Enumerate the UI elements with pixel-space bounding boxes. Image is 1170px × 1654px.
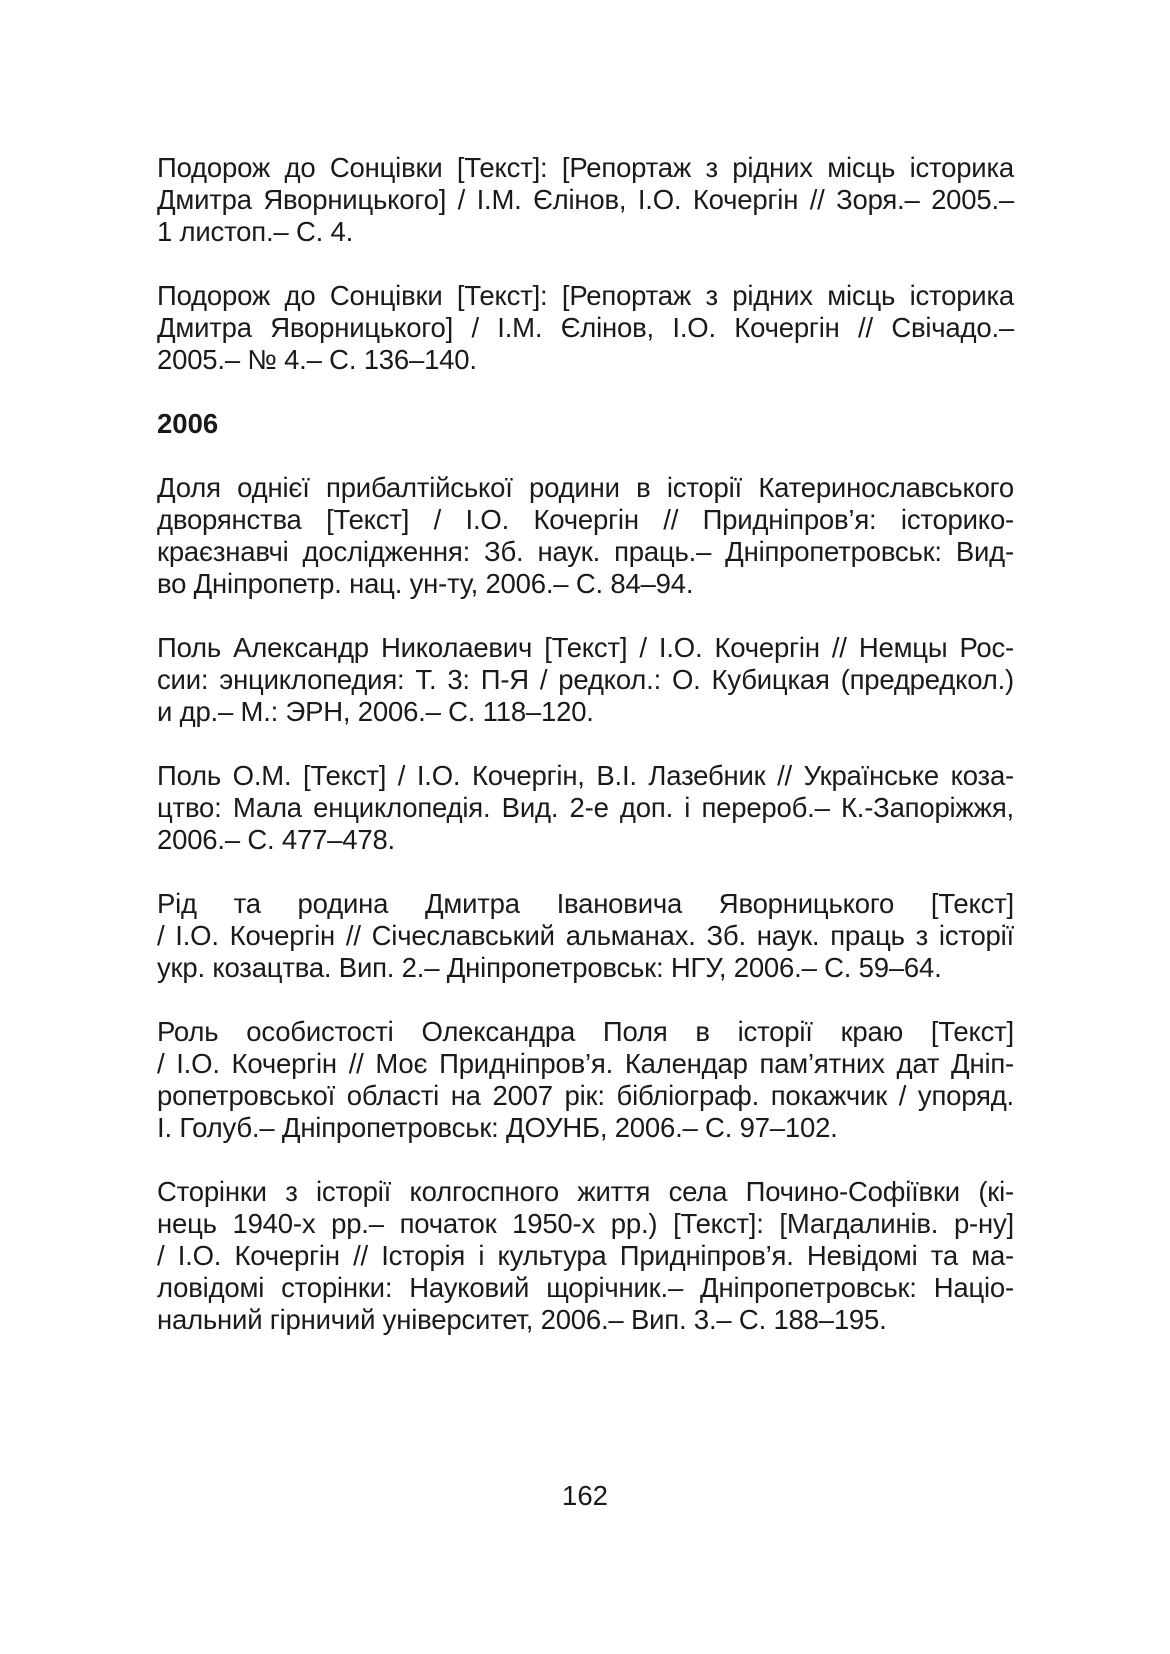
entry-line: / І.О. Кочергін // Січеславський альманах. Зб. наук. праць з історії bbox=[157, 920, 1014, 951]
entry-line: Дмитра Яворницького] / І.М. Єлінов, І.О. Кочергін // Зоря.– 2005.– bbox=[157, 184, 1014, 215]
page-number: 162 bbox=[562, 1480, 608, 1511]
entry-line: нальний гірничий університет, 2006.– Вип. 3.– С. 188–195. bbox=[157, 1304, 887, 1335]
year-heading: 2006 bbox=[157, 408, 219, 439]
entry-line: Поль Александр Николаевич [Текст] / І.О. Кочергін // Немцы Рос- bbox=[157, 632, 1014, 663]
entry-line: нець 1940-х рр.– початок 1950-х рр.) [Текст]: [Магдалинів. р-ну] bbox=[157, 1208, 1014, 1239]
bibliography-entry bbox=[157, 888, 1014, 984]
entry-line: краєзнавчі дослідження: Зб. наук. праць.– Дніпропетровськ: Вид- bbox=[157, 536, 1014, 567]
bibliography-entry bbox=[157, 632, 1014, 728]
bibliography-entry bbox=[157, 1016, 1014, 1144]
bibliography-entry bbox=[157, 152, 1014, 248]
entry-line: Подорож до Сонцівки [Текст]: [Репортаж з рідних місць історика bbox=[157, 152, 1014, 183]
entry-line: Рід та родина Дмитра Івановича Яворницького [Текст] bbox=[157, 888, 1014, 919]
entry-line: укр. козацтва. Вип. 2.– Дніпропетровськ: НГУ, 2006.– С. 59–64. bbox=[157, 952, 942, 983]
entry-line: Сторінки з історії колгоспного життя села Почино-Софіївки (кі- bbox=[157, 1176, 1014, 1207]
entry-line: и др.– М.: ЭРН, 2006.– С. 118–120. bbox=[157, 696, 594, 727]
bibliography-entry bbox=[157, 760, 1014, 856]
entry-line: дворянства [Текст] / І.О. Кочергін // Придніпров’я: історико- bbox=[157, 504, 1014, 535]
entry-line: ловідомі сторінки: Науковий щорічник.– Дніпропетровськ: Націо- bbox=[157, 1272, 1014, 1303]
entry-line: 2005.– № 4.– С. 136–140. bbox=[157, 344, 477, 375]
entry-line: ропетровської області на 2007 рік: бібліограф. покажчик / упоряд. bbox=[157, 1080, 1014, 1111]
entry-line: цтво: Мала енциклопедія. Вид. 2-е доп. і перероб.– К.-Запоріжжя, bbox=[157, 792, 1014, 823]
entry-line: І. Голуб.– Дніпропетровськ: ДОУНБ, 2006.– С. 97–102. bbox=[157, 1112, 838, 1143]
entry-line: во Дніпропетр. нац. ун-ту, 2006.– С. 84–94. bbox=[157, 568, 694, 599]
entry-line: / І.О. Кочергін // Історія і культура Придніпров’я. Невідомі та ма- bbox=[157, 1240, 1014, 1271]
page-content bbox=[157, 152, 1014, 1368]
bibliography-entry bbox=[157, 1176, 1014, 1336]
entry-line: / І.О. Кочергін // Моє Придніпров’я. Календар пам’ятних дат Дніп- bbox=[157, 1048, 1014, 1079]
entry-line: Доля однієї прибалтійської родини в історії Катеринославського bbox=[157, 472, 1014, 503]
entry-line: Роль особистості Олександра Поля в історії краю [Текст] bbox=[157, 1016, 1014, 1047]
bibliography-entry bbox=[157, 472, 1014, 600]
entry-line: 1 листоп.– С. 4. bbox=[157, 216, 354, 247]
bibliography-entry bbox=[157, 280, 1014, 376]
entry-line: Подорож до Сонцівки [Текст]: [Репортаж з рідних місць історика bbox=[157, 280, 1014, 311]
entry-line: Дмитра Яворницького] / І.М. Єлінов, І.О. Кочергін // Свічадо.– bbox=[157, 312, 1014, 343]
entry-line: Поль О.М. [Текст] / І.О. Кочергін, В.І. Лазебник // Українське коза- bbox=[157, 760, 1014, 791]
entry-line: 2006.– С. 477–478. bbox=[157, 824, 395, 855]
entry-line: сии: энциклопедия: Т. 3: П-Я / редкол.: О. Кубицкая (предредкол.) bbox=[157, 664, 1014, 695]
